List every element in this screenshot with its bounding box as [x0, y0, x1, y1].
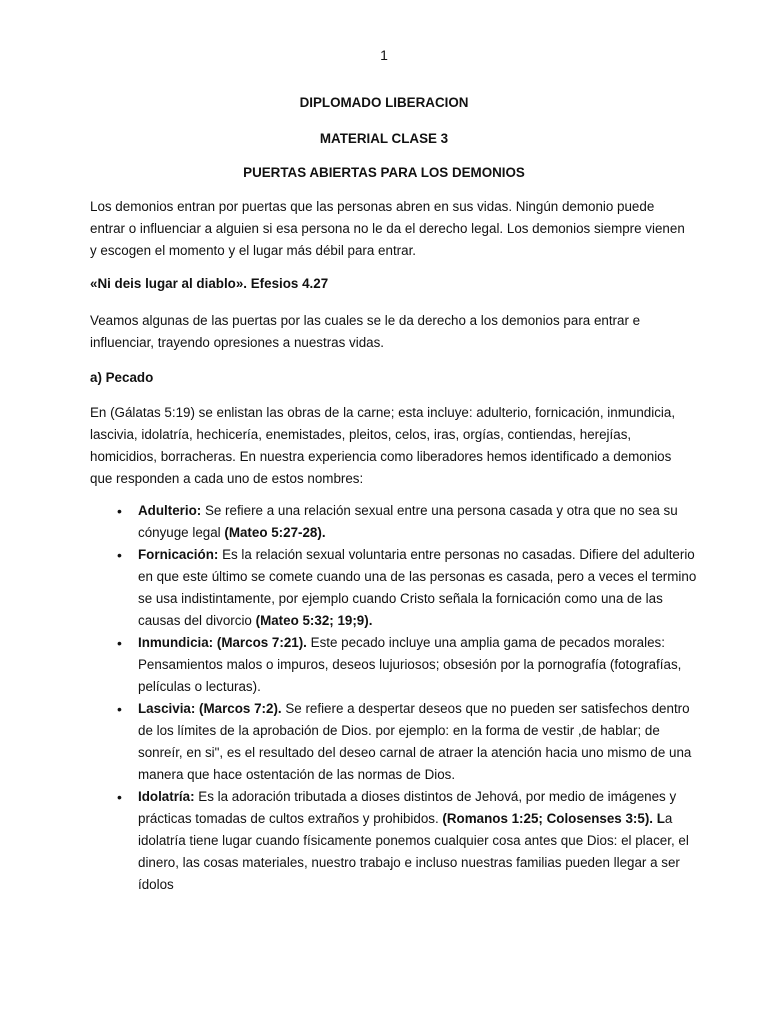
bullet-icon: •	[117, 635, 122, 651]
list-item-inmundicia	[117, 632, 697, 698]
material-title: MATERIAL CLASE 3	[319, 131, 449, 146]
intro-paragraph: Los demonios entran por puertas que las personas abren en sus vidas. Ningún demonio puede entrar o influenciar a alguien si esa persona no le da el derecho legal. Los demonios siempre vienen y escogen el momento y el lugar más débil para entrar.	[90, 199, 685, 258]
reference: (Mateo 5:32; 19;9).	[255, 613, 373, 628]
course-title: DIPLOMADO LIBERACION	[299, 95, 469, 110]
list-item-fornicacion	[117, 544, 697, 632]
reference: (Romanos 1:25; Colosenses 3:5). L	[442, 811, 665, 826]
list-item-idolatria	[117, 786, 697, 896]
paragraph-doors: Veamos algunas de las puertas por las cuales se le da derecho a los demonios para entrar e influenciar, trayendo opresiones a nuestras vidas.	[90, 313, 641, 350]
paragraph-galatians: En (Gálatas 5:19) se enlistan las obras de la carne; esta incluye: adulterio, fornicación, inmundicia, lascivia, idolatría, hechicería, enemistades, pleitos, celos, iras, orgías, contiendas, herejías, homicidios, borracheras. En nuestra experiencia como liberadores hemos identificado a demonios que responden a cada uno de estos nombres:	[90, 405, 676, 486]
description: Se refiere a una relación sexual entre una persona casada y otra que no sea su cónyuge legal	[138, 503, 678, 540]
page-number: 1	[380, 47, 388, 63]
description: Este pecado incluye una amplia gama de pecados morales: Pensamientos malos o impuros, deseos lujuriosos; obsesión por la pornografía (fotografías, películas o lecturas).	[138, 635, 682, 694]
description-continued: a idolatría tiene lugar cuando físicamente ponemos cualquier cosa antes que Dios: el placer, el dinero, las cosas materiales, nuestro trabajo e incluso nuestras familias pueden llegar a ser ídolos	[138, 811, 689, 892]
list-item-lascivia	[117, 698, 697, 786]
bullet-icon: •	[117, 547, 122, 563]
bullet-icon: •	[117, 503, 122, 519]
topic-title: PUERTAS ABIERTAS PARA LOS DEMONIOS	[243, 165, 525, 180]
description: Es la adoración tributada a dioses distintos de Jehová, por medio de imágenes y prácticas tomadas de cultos extraños y prohibidos.	[138, 789, 677, 826]
sin-list	[117, 500, 697, 896]
reference: (Mateo 5:27-28).	[224, 525, 326, 540]
term: Lascivia: (Marcos 7:2).	[138, 701, 282, 716]
term: Adulterio:	[138, 503, 202, 518]
term: Inmundicia: (Marcos 7:21).	[138, 635, 307, 650]
term: Fornicación:	[138, 547, 219, 562]
term: Idolatría:	[138, 789, 195, 804]
description: Es la relación sexual voluntaria entre personas no casadas. Difiere del adulterio en que este último se comete cuando una de las personas es casada, pero a veces el termino se usa indistintamente, por ejemplo cuando Cristo señala la fornicación como una de las causas del divorcio	[138, 547, 697, 628]
list-item-adulterio	[117, 500, 697, 544]
bible-verse: «Ni deis lugar al diablo». Efesios 4.27	[90, 276, 329, 291]
bullet-icon: •	[117, 701, 122, 717]
section-heading-sin: a) Pecado	[90, 370, 154, 385]
bullet-icon: •	[117, 789, 122, 805]
description: Se refiere a despertar deseos que no pueden ser satisfechos dentro de los límites de la aprobación de Dios. por ejemplo: en la forma de vestir ,de hablar; de sonreír, en si", es el resultado del deseo carnal de atraer la atención hacia uno mismo de una manera que hace ostentación de las normas de Dios.	[138, 701, 692, 782]
